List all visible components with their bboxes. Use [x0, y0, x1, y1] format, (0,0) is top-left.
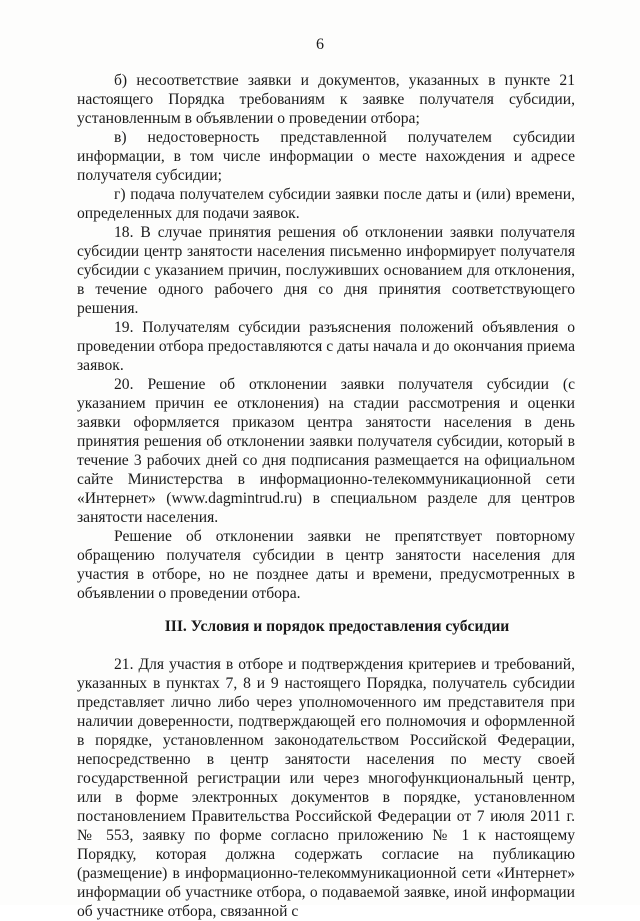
paragraph-v: в) недостоверность представленной получателем субсидии информации, в том числе информации о месте нахождения и адресе получателя субсидии;	[77, 129, 575, 184]
paragraph-b: б) несоответствие заявки и документов, указанных в пункте 21 настоящего Порядка требованиям к заявке получателя субсидии, установленным в объявлении о проведении отбора;	[77, 72, 575, 127]
document-body	[77, 71, 575, 921]
section-heading: III. Условия и порядок предоставления субсидии	[164, 618, 510, 635]
paragraph-20-continued: Решение об отклонении заявки не препятствует повторному обращению получателя субсидии в центр занятости населения для участия в отборе, но не позднее даты и времени, предусмотренных в объявлении о проведении отбора.	[77, 528, 575, 602]
paragraph-g: г) подача получателем субсидии заявки после даты и (или) времени, определенных для подачи заявок.	[77, 186, 575, 222]
paragraph-19: 19. Получателям субсидии разъяснения положений объявления о проведении отбора предоставляются с даты начала и до окончания приема заявок.	[77, 319, 575, 374]
paragraph-18: 18. В случае принятия решения об отклонении заявки получателя субсидии центр занятости населения письменно информирует получателя субсидии с указанием причин, послуживших основанием для отклонения, в течение одного рабочего дня со дня принятия соответствующего решения.	[77, 224, 575, 317]
paragraph-21: 21. Для участия в отборе и подтверждения критериев и требований, указанных в пунктах 7, 8 и 9 настоящего Порядка, получатель субсидии представляет лично либо через уполномоченного им представителя при наличии доверенности, подтверждающей его полномочия и оформленной в порядке, установленном законодательством Российской Федерации, непосредственно в центр занятости населения по месту своей государственной регистрации или через многофункциональный центр, или в форме электронных документов в порядке, установленном постановлением Правительства Российской Федерации от 7 июля 2011 г. № 553, заявку по форме согласно приложению № 1 к настоящему Порядку, которая должна содержать согласие на публикацию (размещение) в информационно-телекоммуникационной сети «Интернет» информации об участнике отбора, о подаваемой заявке, иной информации об участнике отбора, связанной с	[77, 656, 575, 920]
page-number: 6	[316, 36, 324, 53]
paragraph-20: 20. Решение об отклонении заявки получателя субсидии (с указанием причин ее отклонения) на стадии рассмотрения и оценки заявки оформляется приказом центра занятости населения в день принятия решения об отклонении заявки получателя субсидии, который в течение 3 рабочих дней со дня подписания размещается на официальном сайте Министерства в информационно-телекоммуникационной сети «Интернет» (www.dagmintrud.ru) в специальном разделе для центров занятости населения.	[77, 376, 575, 526]
